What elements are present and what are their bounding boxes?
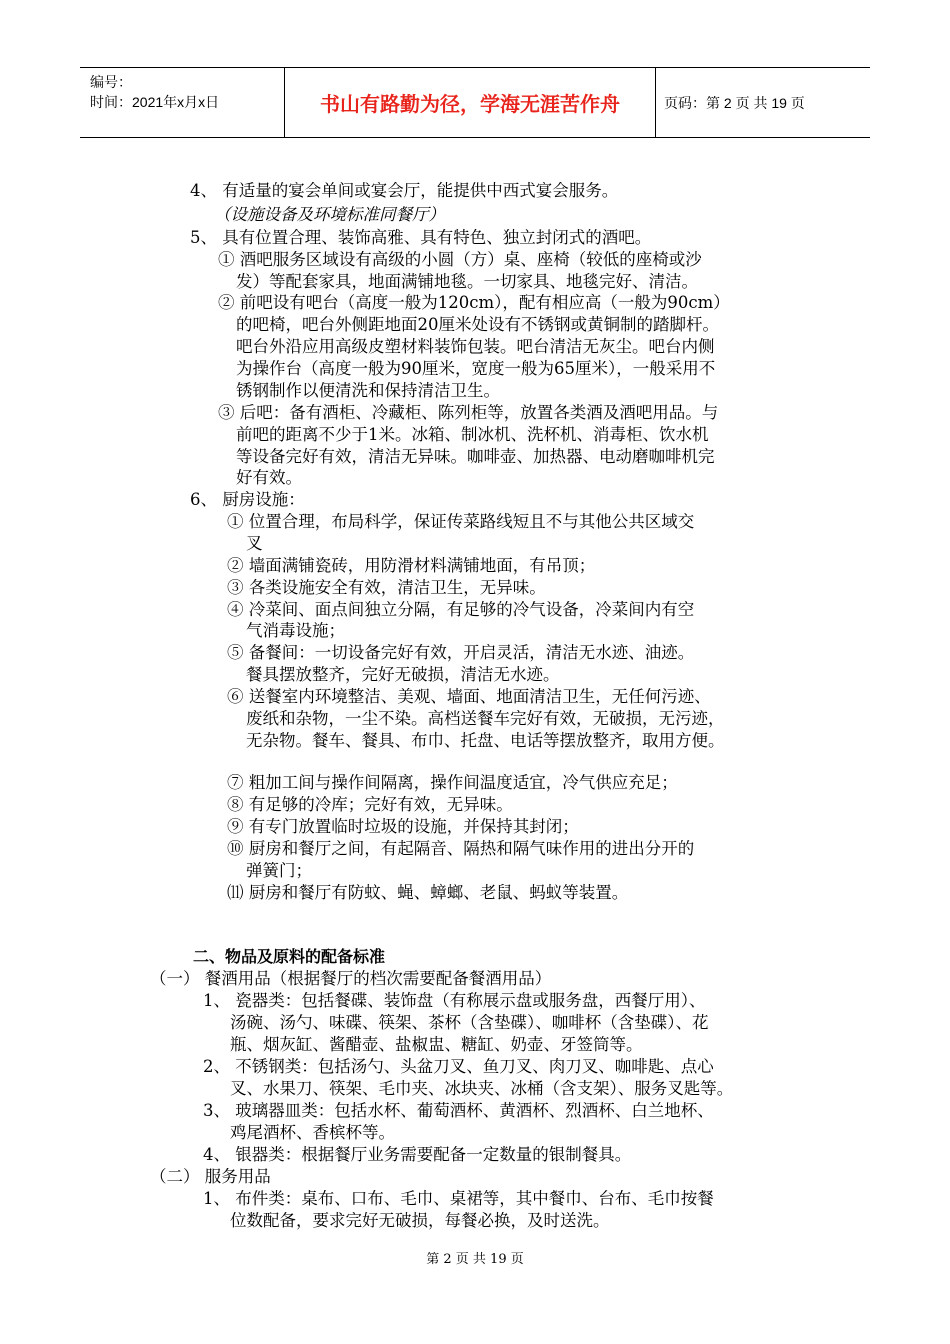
text-line: 叉、水果刀、筷架、毛巾夹、冰块夹、冰桶（含支架）、服务叉匙等。 [230,1079,734,1098]
text-line: ③ 各类设施安全有效，清洁卫生，无异味。 [227,578,546,597]
text-line: ④ 冷菜间、面点间独立分隔，有足够的冷气设备，冷菜间内有空 [227,600,695,619]
text-line: 气消毒设施； [246,621,345,640]
text-line: 的吧椅，吧台外侧距地面20厘米处设有不锈钢或黄铜制的踏脚杆。 [236,315,719,334]
text-line: 吧台外沿应用高级皮塑材料装饰包装。吧台清洁无灰尘。吧台内侧 [236,337,715,356]
text-line: 无杂物。餐车、餐具、布巾、托盘、电话等摆放整齐，取用方便。 [246,731,725,750]
header-meta [80,68,284,137]
header-motto: 书山有路勤为径，学海无涯苦作舟 [284,68,656,137]
text-line: ③ 后吧：备有酒柜、冷藏柜、陈列柜等，放置各类酒及酒吧用品。与 [218,403,719,422]
text-line: ⑨ 有专门放置临时垃圾的设施，并保持其封闭； [227,817,579,836]
text-line: ⑤ 备餐间：一切设备完好有效，开启灵活，清洁无水迹、油迹。 [227,643,695,662]
text-line: 1、 布件类：桌布、口布、毛巾、桌裙等，其中餐巾、台布、毛巾按餐 [203,1189,714,1208]
page-header [80,67,870,138]
text-line: ① 酒吧服务区域设有高级的小圆（方）桌、座椅（较低的座椅或沙 [218,250,702,269]
section-heading: 二、物品及原料的配备标准 [193,947,386,966]
text-line: ② 前吧设有吧台（高度一般为120cm），配有相应高（一般为90cm） [218,293,730,312]
text-line: ⑥ 送餐室内环境整洁、美观、墙面、地面清洁卫生，无任何污迹、 [227,687,711,706]
text-line: 好有效。 [236,468,302,487]
text-line: 废纸和杂物，一尘不染。高档送餐车完好有效，无破损，无污迹， [246,709,725,728]
text-line: （一） 餐酒用品（根据餐厅的档次需要配备餐酒用品） [150,969,552,988]
document-date: 时间：2021年x月x日 [90,94,220,110]
text-line: 4、 有适量的宴会单间或宴会厅，能提供中西式宴会服务。 [190,181,619,200]
text-line: （设施设备及环境标准同餐厅） [214,205,445,224]
text-line: 位数配备，要求完好无破损，每餐必换，及时送洗。 [230,1211,610,1230]
text-line: 瓶、烟灰缸、酱醋壶、盐椒盅、糖缸、奶壶、牙签筒等。 [230,1035,643,1054]
text-line: 餐具摆放整齐，完好无破损，清洁无水迹。 [246,665,560,684]
header-page-info: 页码：第 2 页 共 19 页 [664,94,805,111]
text-line: 发）等配套家具，地面满铺地毯。一切家具、地毯完好、清洁。 [236,272,698,291]
text-line: ① 位置合理，布局科学，保证传菜路线短且不与其他公共区域交 [227,512,695,531]
text-line: 4、 银器类：根据餐厅业务需要配备一定数量的银制餐具。 [203,1145,632,1164]
text-line: 等设备完好有效，清洁无异味。咖啡壶、加热器、电动磨咖啡机完 [236,447,715,466]
text-line: ⑧ 有足够的冷库；完好有效，无异味。 [227,795,513,814]
text-line: 叉 [246,534,263,553]
text-line: 汤碗、汤勺、味碟、筷架、茶杯（含垫碟）、咖啡杯（含垫碟）、花 [230,1013,709,1032]
text-line: 5、 具有位置合理、装饰高雅、具有特色、独立封闭式的酒吧。 [190,228,652,247]
text-line: （二） 服务用品 [150,1167,271,1186]
text-line: 2、 不锈钢类：包括汤勺、头盆刀叉、鱼刀叉、肉刀叉、咖啡匙、点心 [203,1057,714,1076]
text-line: ② 墙面满铺瓷砖，用防滑材料满铺地面，有吊顶； [227,556,596,575]
text-line: 鸡尾酒杯、香槟杯等。 [230,1123,395,1142]
text-line: 3、 玻璃器皿类：包括水杯、葡萄酒杯、黄酒杯、烈酒杯、白兰地杯、 [203,1101,714,1120]
text-line: 前吧的距离不少于1米。冰箱、制冰机、洗杯机、消毒柜、饮水机 [236,425,709,444]
text-line: 1、 瓷器类：包括餐碟、装饰盘（有称展示盘或服务盘，西餐厅用）、 [203,991,706,1010]
text-line: ⑩ 厨房和餐厅之间，有起隔音、隔热和隔气味作用的进出分开的 [227,839,695,858]
text-line: ⑾ 厨房和餐厅有防蚊、蝇、蟑螂、老鼠、蚂蚁等装置。 [227,883,629,902]
text-line: 锈钢制作以便清洗和保持清洁卫生。 [236,381,500,400]
text-line: ⑦ 粗加工间与操作间隔离，操作间温度适宜，冷气供应充足； [227,773,678,792]
text-line: 为操作台（高度一般为90厘米，宽度一般为65厘米），一般采用不 [236,359,716,378]
page-footer: 第 2 页 共 19 页 [426,1252,524,1267]
text-line: 弹簧门； [246,861,312,880]
text-line: 6、 厨房设施： [190,490,305,509]
document-number-label: 编号： [90,74,132,90]
